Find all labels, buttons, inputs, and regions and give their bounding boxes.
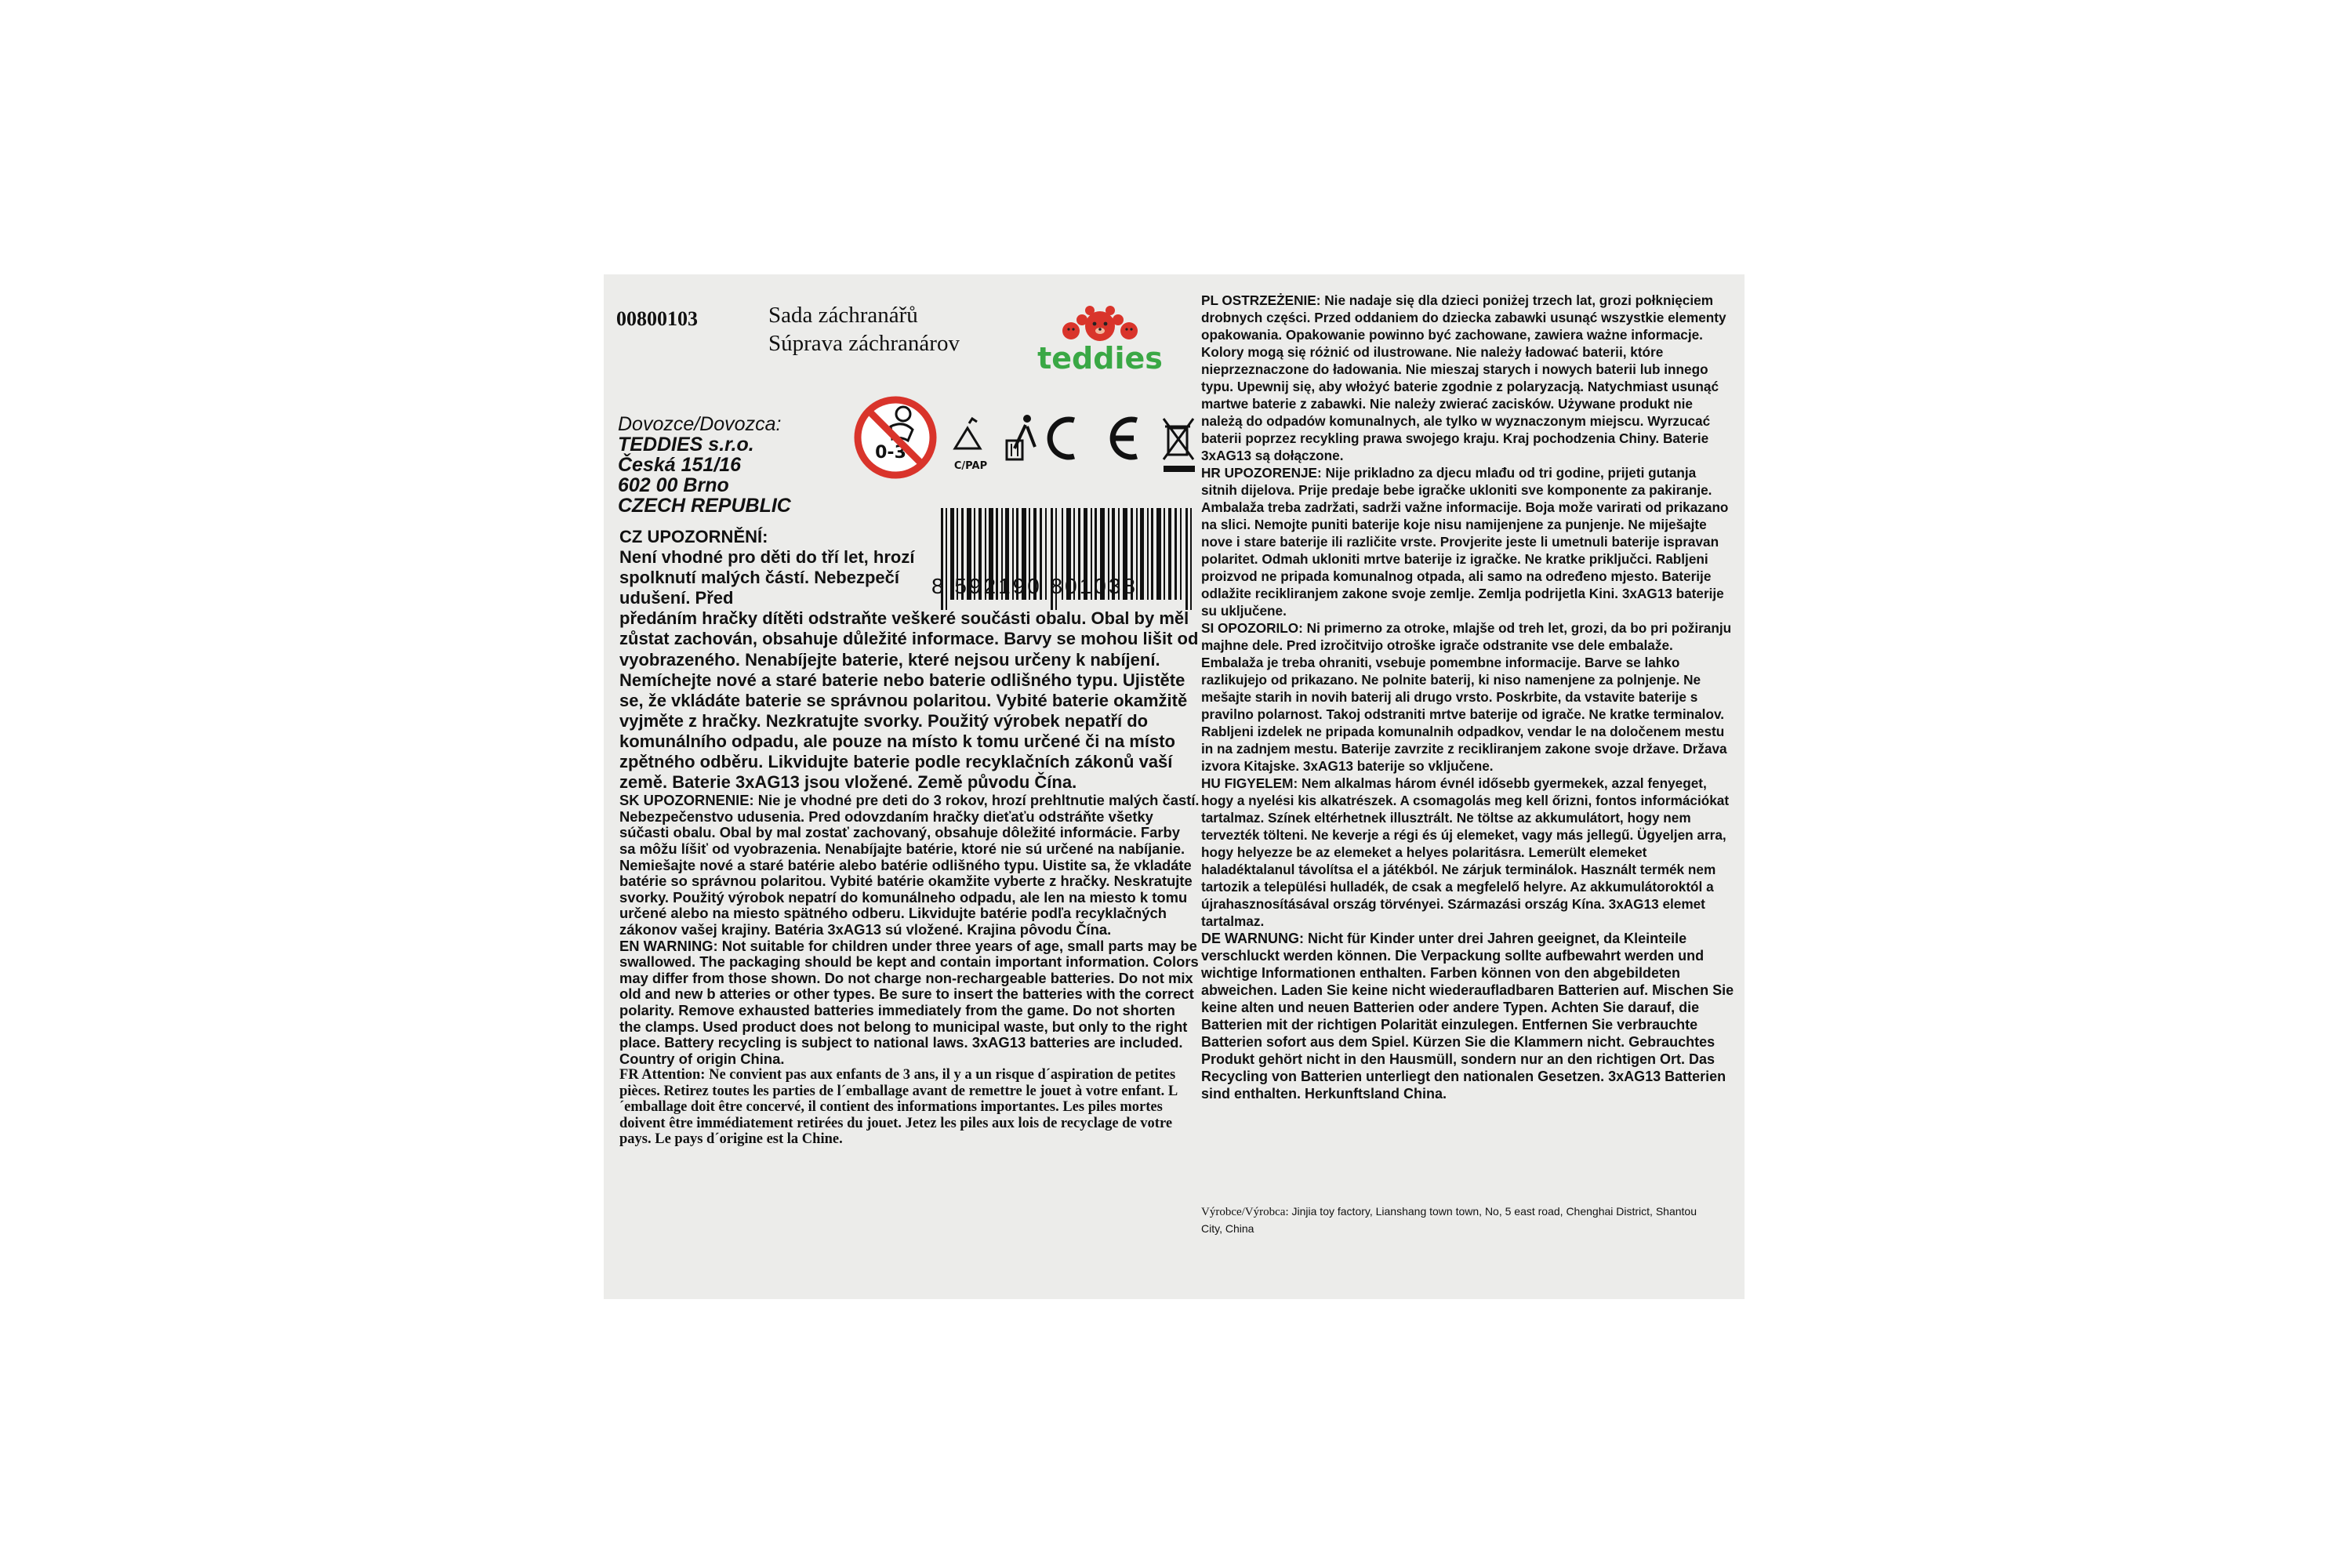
warning-fr-heading: FR Attention:: [619, 1067, 706, 1083]
warning-de: [1201, 930, 1734, 1102]
manufacturer-label: Výrobce/Výrobca:: [1201, 1206, 1289, 1218]
warning-sk: [619, 793, 1200, 938]
barcode-digits: 8 592190 801038: [931, 574, 1138, 598]
warning-cz-narrow-text: Není vhodné pro děti do tří let, hrozí spolknutí malých částí. Nebezpečí udušení. Před: [619, 547, 915, 608]
manufacturer-address: Jinjia toy factory, Lianshang town town, No, 5 east road, Chenghai District, Shantou City, China: [1201, 1205, 1697, 1235]
warning-en-heading: EN WARNING:: [619, 937, 718, 954]
warning-si-body: Ni primerno za otroke, mlajše od treh let, grozi, da bo pri požiranju majhne dele. Pred izročitvijo otroške igrače odstranite vse dele embalaže. Embalaža je treba ohraniti, vsebuje pomembne informacije. Barve se lahko razlikujejo od prikazano. Ne polnite baterij, ki niso namenjene za polnjenje. Ne mešajte starih in novih baterij ali drugo vrsto. Poskrbite, da vstavite baterije s pravilno polarnost. Takoj odstraniti mrtve baterije od igrače. Ne kratke terminalov. Rabljeni izdelek ne pripada komunalnih odpadkov, vendar le na določenem mestu in na zadnjem mestu. Baterije zavrzite z recikliranjem zakone svoje države. Država izvora Kitajske. 3xAG13 baterije so vključene.: [1201, 620, 1732, 774]
warning-fr: [619, 1067, 1200, 1148]
warning-en-body: Not suitable for children under three years of age, small parts may be swallowed. The packaging should be kept and contain important information. Colors may differ from those shown. Do not charge non-rechargeable batteries. Do not mix old and new b atteries or other types. Be sure to insert the batteries with the correct polarity. Remove exhausted batteries immediately from the game. Do not shorten the clamps. Used product does not belong to municipal waste, but only to the right place. Battery recycling is subject to national laws. 3xAG13 batteries are included. Country of origin China.: [619, 937, 1199, 1067]
warning-sk-body: Nie je vhodné pre deti do 3 rokov, hrozí prehltnutie malých častí. Nebezpečenstvo udusenia. Pred odovzdaním hračky dieťaťu odstráňte všetky súčasti obalu. Obal by mal zostať zachovaný, obsahuje dôležité informácie. Farby sa môžu líšiť od vyobrazenia. Nenabíjajte batérie, ktoré nie sú určené na nabíjanie. Nemiešajte nové a staré batérie alebo batérie odlišného typu. Uistite sa, že vkladáte batérie so správnou polaritou. Vybité batérie okamžite vyberte z hračky. Neskratujte svorky. Použitý výrobok nepatrí do komunálneho odpadu, ale len na miesto k tomu určené alebo na miesto spätného odberu. Likvidujte batérie podľa recyklačných zákonov vašej krajiny. Batéria 3xAG13 sú vložené. Krajina pôvodu Čína.: [619, 792, 1200, 938]
warning-fr-body: Ne convient pas aux enfants de 3 ans, il y a un risque d´aspiration de petites pièces. Retirez toutes les parties de l´emballage avant de remettre le jouet à votre enfant. L´emballage doit être concervé, il contient des informations importantes. Les piles mortes doivent être immédiatement retirées du jouet. Jetez les piles aux lois de recyclage de votre pays. Le pays d´origine est la Chine.: [619, 1067, 1178, 1148]
teddy-bears-icon: [1062, 306, 1138, 341]
warning-hu: [1201, 775, 1734, 930]
no-children-0-3-icon: [858, 400, 933, 475]
warning-pl-body: Nie nadaje się dla dzieci poniżej trzech lat, grozi połknięciem drobnych części. Przed oddaniem do dziecka zabawki usunąć wszystkie elementy opakowania. Opakowanie powinno być zachowane, zawiera ważne informacje. Kolory mogą się różnić od ilustrowane. Nie należy ładować baterii, które nieprzeznaczone do ładowania. Nie mieszaj starych i nowych baterii lub innego typu. Upewnij się, aby włożyć baterie zgodnie z polaryzacją. Natychmiast usunąć martwe baterie z zabawki. Nie należy zwierać zacisków. Używane produkt nie należą do odpadów komunalnych, ale tylko w wyznaczonym miejscu. Wyrzucać baterii poprzez recykling prawa swojego kraju. Kraj pochodzenia Chiny. Baterie 3xAG13 są dołączone.: [1201, 292, 1726, 463]
warning-hr-heading: HR UPOZORENJE:: [1201, 465, 1322, 481]
e-mark: [1112, 419, 1137, 457]
warning-hu-heading: HU FIGYELEM:: [1201, 775, 1298, 791]
warning-cz-heading: CZ UPOZORNĚNÍ:: [619, 527, 768, 546]
age-text: 0-3: [875, 443, 906, 463]
warnings-left-column: [619, 527, 1200, 1148]
recycling-triangle-icon: [954, 419, 987, 472]
recycling-code: C/PAP: [953, 460, 988, 472]
warning-pl: [1201, 292, 1734, 464]
product-code: 00800103: [616, 307, 698, 330]
warning-si-heading: SI OPOZORILO:: [1201, 620, 1303, 636]
warning-de-body: Nicht für Kinder unter drei Jahren geeignet, da Kleinteile verschluckt werden können. Die Verpackung sollte aufbewahrt werden und wichtige Informationen enthalten. Farben können von den abgebildeten abweichen. Laden Sie keine nicht wiederaufladbaren Batterien auf. Mischen Sie keine alten und neuen Batterien oder andere Typen. Achten Sie darauf, die Batterien mit der richtigen Polarität einzulegen. Entfernen Sie verbrauchte Batterien sofort aus dem Spiel. Kürzen Sie die Klammern nicht. Gebrauchtes Produkt gehört nicht in den Hausmüll, sondern nur an den richtigen Ort. Das Recycling von Batterien unterliegt den nationalen Gesetzen. 3xAG13 Batterien sind enthalten. Herkunftsland China.: [1201, 931, 1734, 1102]
product-name-cz: Sada záchranářů: [768, 303, 918, 328]
importer-country: CZECH REPUBLIC: [618, 495, 791, 517]
warning-de-heading: DE WARNUNG:: [1201, 931, 1304, 946]
importer-block: [618, 414, 791, 516]
crossed-bin-icon: [1164, 419, 1195, 472]
product-label: [604, 274, 1745, 1299]
warning-en: [619, 938, 1200, 1068]
product-name-sk: Súprava záchranárov: [768, 331, 960, 356]
ce-mark: [1050, 419, 1074, 457]
importer-label: Dovozce/Dovozca:: [618, 413, 782, 435]
warning-si: [1201, 619, 1734, 775]
warning-hu-body: Nem alkalmas három évnél idősebb gyermekek, azzal fenyeget, hogy a nyelési kis alkatrészek. A csomagolás meg kell őrizni, fontos információkat tartalmaz. Színek eltérhetnek illusztrált. Ne töltse az akkumulátort, hogy nem tervezték tölteni. Ne keverje a régi és új elemeket, vagy más jellegű. Ügyeljen arra, hogy helyezze be az elemeket a helyes polaritásra. Lemerült elemeket haladéktalanul távolítsa el a játékból. Ne zárjuk terminálok. Használt termék nem tartozik a települési hulladék, de csak a megfelelő helyre. Az akkumulátoroktól a újrahasznosításával ország törvényei. Származási ország Kína. 3xAG13 elemet tartalmaz.: [1201, 775, 1730, 929]
safety-symbols: [853, 392, 1198, 486]
warning-cz-body: předáním hračky dítěti odstraňte veškeré součásti obalu. Obal by měl zůstat zachován, obsahuje důležité informace. Barvy se mohou lišit od vyobrazeného. Nenabíjejte baterie, které nejsou určeny k nabíjení. Nemíchejte nové a staré baterie nebo baterie odlišného typu. Ujistěte se, že vkládáte baterie se správnou polaritou. Vybité baterie okamžitě vyjměte z hračky. Nezkratujte svorky. Použitý výrobek nepatří do komunálního odpadu, ale pouze na místo k tomu určené či na místo zpětného odběru. Likvidujte baterie podle recyklačních zákonů vaší země. Baterie 3xAG13 jsou vložené. Země původu Čína.: [619, 608, 1199, 793]
importer-company: TEDDIES s.r.o.: [618, 434, 754, 456]
warning-sk-heading: SK UPOZORNENIE:: [619, 792, 754, 809]
warning-cz: [619, 527, 925, 608]
tidyman-bin-icon: [1007, 415, 1035, 459]
importer-city: 602 00 Brno: [618, 474, 729, 496]
warning-hr: [1201, 464, 1734, 619]
warning-pl-heading: PL OSTRZEŻENIE:: [1201, 292, 1321, 308]
warning-hr-body: Nije prikladno za djecu mlađu od tri godine, prijeti gutanja sitnih dijelova. Prije predaje bebe igračke ukloniti sve komponente za pakiranje. Ambalaža treba zadržati, sadrži važne informacije. Boja može varirati od prikazano na slici. Nemojte puniti baterije koje nisu namijenjene za punjenje. Ne miješajte nove i stare baterije ili različite vrste. Provjerite jeste li umetnuli baterije ispravan polaritet. Odmah ukloniti mrtve baterije iz igračke. Ne kratke priključci. Rabljeni proizvod ne pripada komunalnog otpada, ali samo na određeno mjesto. Baterije odlažite recikliranjem zakone svoje zemlje. Zemlja podrijetla Kini. 3xAG13 baterije su uključene.: [1201, 465, 1729, 619]
brand-name: teddies: [1037, 341, 1163, 376]
importer-street: Česká 151/16: [618, 454, 742, 476]
teddies-logo: [1033, 304, 1167, 376]
manufacturer-info: [1201, 1203, 1719, 1237]
warnings-right-column: [1201, 292, 1734, 1102]
